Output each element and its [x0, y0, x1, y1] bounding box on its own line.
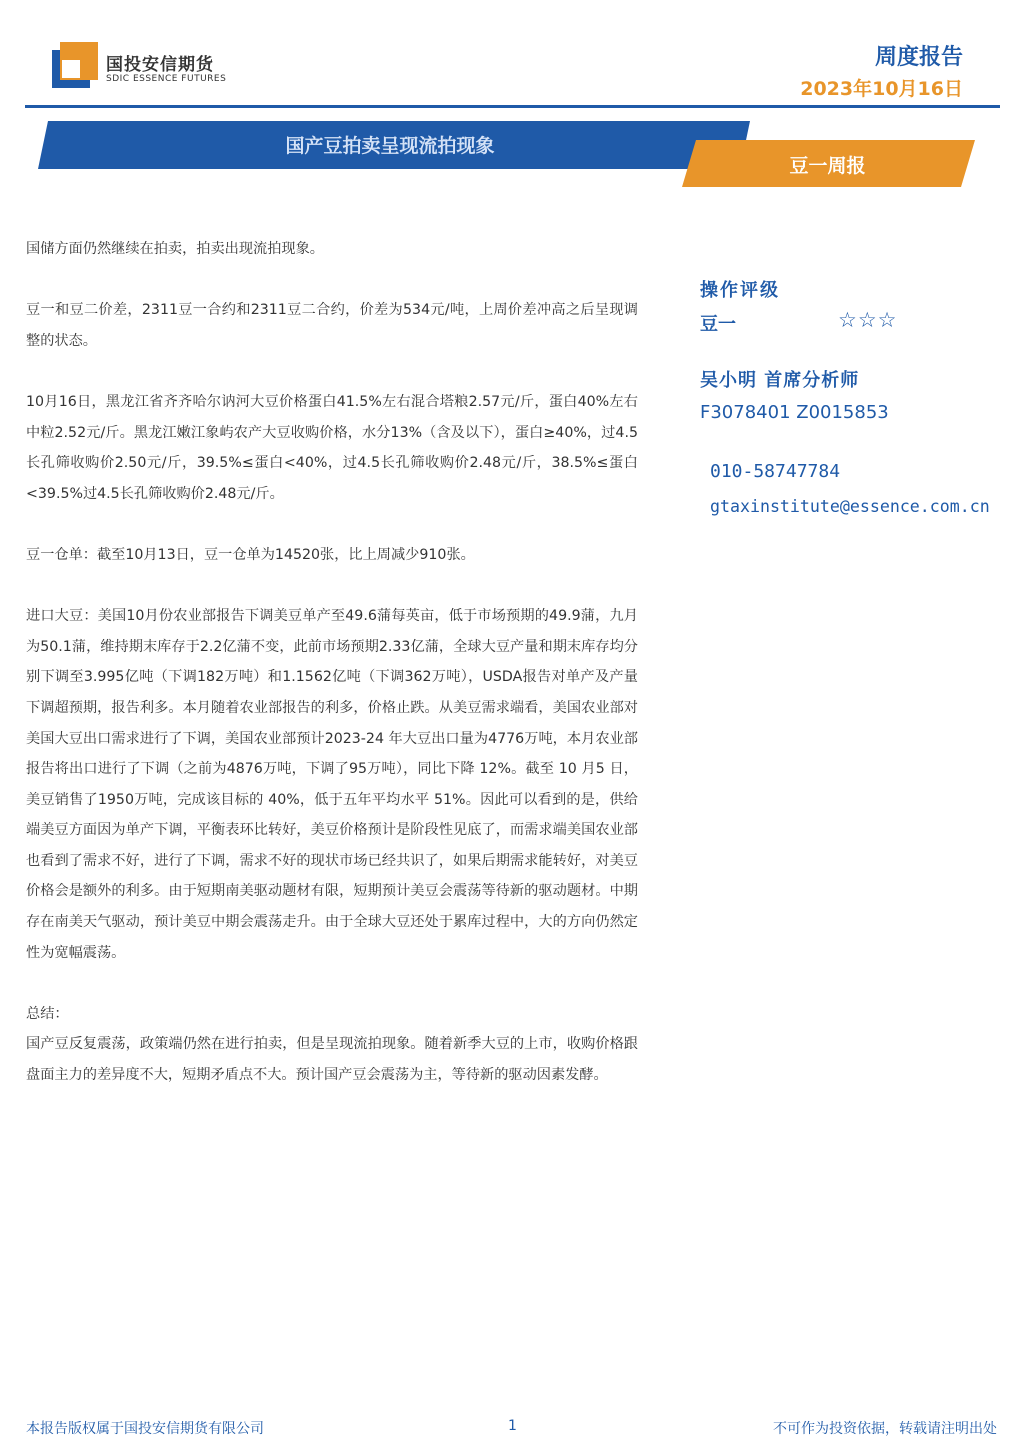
analyst-email[interactable]: gtaxinstitute@essence.com.cn [710, 497, 990, 516]
summary-heading: 总结： [26, 1005, 69, 1022]
paragraph: 国储方面仍然继续在拍卖，拍卖出现流拍现象。 [26, 241, 324, 257]
report-body [26, 234, 638, 1091]
logo-text-cn: 国投安信期货 [106, 55, 214, 75]
logo-mark-icon [52, 42, 98, 88]
report-date: 2023年10月16日 [800, 78, 963, 100]
analyst-name: 吴小明 首席分析师 [700, 370, 860, 391]
report-tag: 豆一周报 [789, 155, 866, 177]
analyst-phone: 010-58747784 [710, 461, 841, 482]
footer-disclaimer: 不可作为投资依据，转载请注明出处 [773, 1421, 997, 1437]
header-divider [25, 105, 1000, 108]
paragraph: 豆一和豆二价差，2311豆一合约和2311豆二合约，价差为534元/吨，上周价差冲高之后呈现调整的状态。 [26, 302, 638, 349]
paragraph: 豆一仓单：截至10月13日，豆一仓单为14520张，比上周减少910张。 [26, 546, 475, 563]
rating-stars: ☆☆☆ [838, 308, 898, 332]
paragraph: 进口大豆：美国10月份农业部报告下调美豆单产至49.6蒲每英亩，低于市场预期的49.9蒲，九月为50.1蒲，维持期末库存于2.2亿蒲不变，此前市场预期2.33亿蒲，全球大豆产量和期末库存均分别下调至3.995亿吨（下调182万吨）和1.1562亿吨（下调362万吨），USDA报告对单产及产量下调超预期，报告利多。本月随着农业部报告的利多，价格止跌。从美豆需求端看，美国农业部对美国大豆出口需求进行了下调，美国农业部预计2023-24 年大豆出口量为4776万吨，本月农业部报告将出口进行了下调（之前为4876万吨，下调了95万吨），同比下降 12%。截至 10 月5 日，美豆销售了1950万吨，完成该目标的 40%，低于五年平均水平 51%。因此可以看到的是，供给端美豆方面因为单产下调，平衡表环比转好，美豆价格预计是阶段性见底了，而需求端美国农业部也看到了需求不好，进行了下调，需求不好的现状市场已经共识了，如果后期需求能转好，对美豆价格会是额外的利多。由于短期南美驱动题材有限，短期预计美豆会震荡等待新的驱动题材。中期存在南美天气驱动，预计美豆中期会震荡走升。由于全球大豆还处于累库过程中，大的方向仍然定性为宽幅震荡。 [26, 608, 638, 961]
report-type: 周度报告 [874, 45, 963, 70]
company-logo [52, 42, 242, 92]
paragraph: 10月16日，黑龙江省齐齐哈尔讷河大豆价格蛋白41.5%左右混合塔粮2.57元/斤，蛋白40%左右中粒2.52元/斤。黑龙江嫩江象屿农产大豆收购价格，水分13%（含及以下），蛋白≥40%，过4.5长孔筛收购价2.50元/斤，39.5%≤蛋白<40%，过4.5长孔筛收购价2.48元/斤，38.5%≤蛋白<39.5%过4.5长孔筛收购价2.48元/斤。 [26, 393, 638, 502]
analyst-cert: F3078401 Z0015853 [700, 402, 889, 423]
rating-heading: 操作评级 [700, 280, 780, 301]
report-title: 国产豆拍卖呈现流拍现象 [285, 135, 495, 157]
footer-copyright: 本报告版权属于国投安信期货有限公司 [26, 1421, 264, 1437]
summary-paragraph: 国产豆反复震荡，政策端仍然在进行拍卖，但是呈现流拍现象。随着新季大豆的上市，收购价格跟盘面主力的差异度不大，短期矛盾点不大。预计国产豆会震荡为主，等待新的驱动因素发酵。 [26, 1036, 638, 1084]
rating-label: 豆一 [700, 314, 736, 335]
logo-text-en: SDIC ESSENCE FUTURES [106, 74, 227, 84]
page-number: 1 [508, 1418, 517, 1434]
